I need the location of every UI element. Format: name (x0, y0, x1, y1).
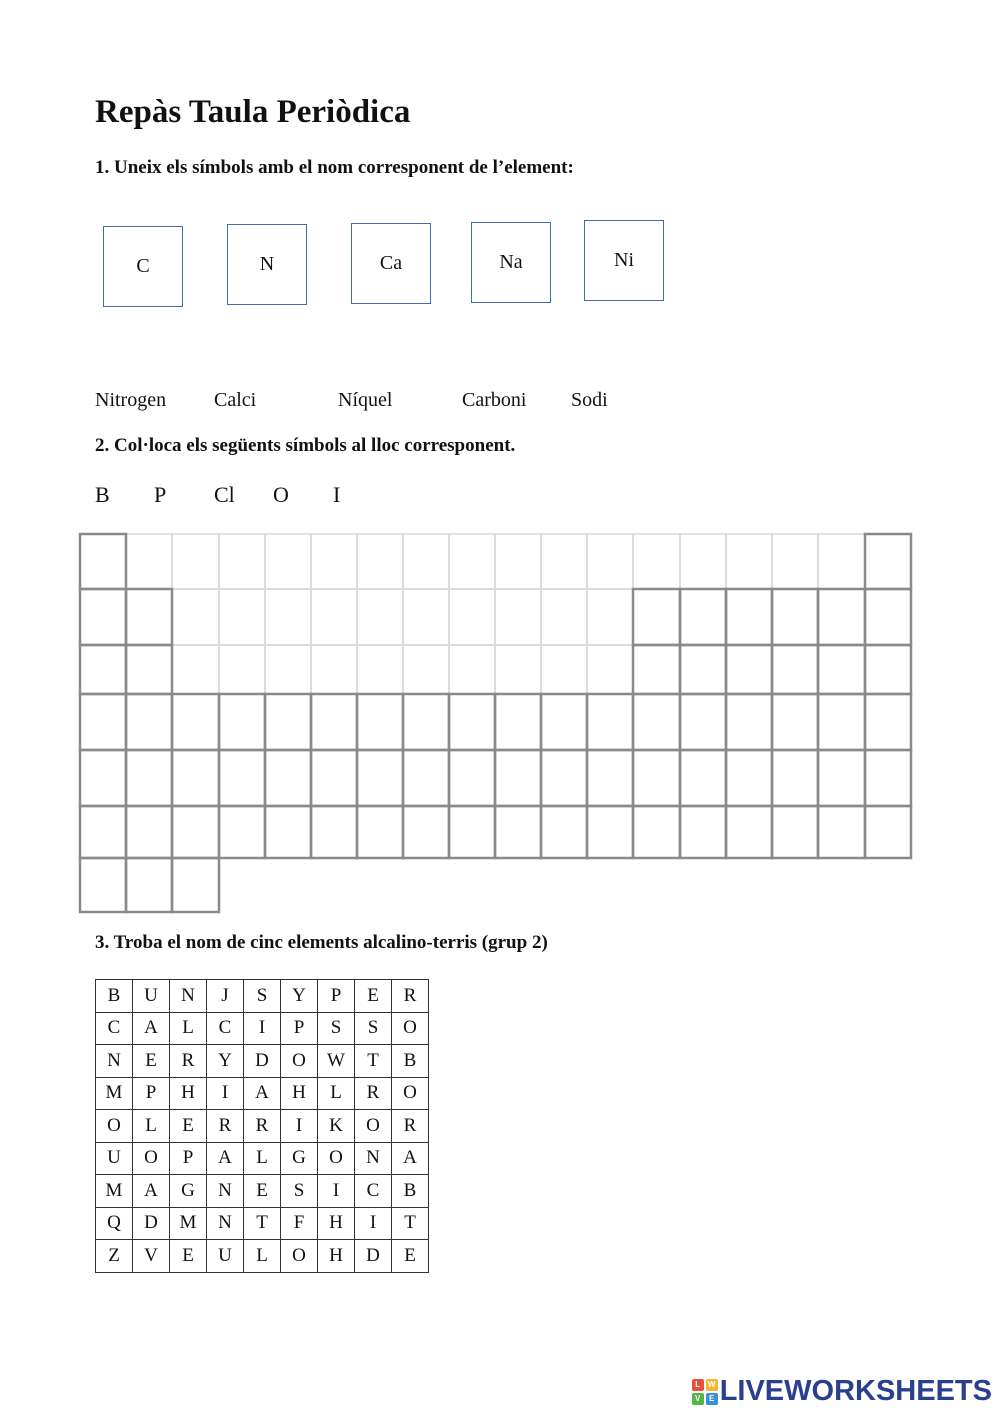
word-search-cell[interactable]: E (244, 1175, 281, 1208)
word-search-cell[interactable]: L (318, 1077, 355, 1110)
periodic-table-ghost-line (587, 645, 633, 694)
word-search-cell[interactable]: S (244, 980, 281, 1013)
periodic-table-cell[interactable] (726, 750, 772, 806)
periodic-table-cell[interactable] (126, 589, 172, 645)
periodic-table-ghost-line (219, 534, 265, 589)
word-search-cell[interactable]: C (207, 1012, 244, 1045)
word-search-row (96, 1175, 429, 1208)
periodic-table-cell[interactable] (126, 750, 172, 806)
periodic-table-ghost-line (633, 534, 680, 589)
word-search-cell[interactable]: H (170, 1077, 207, 1110)
periodic-table-cell[interactable] (80, 750, 126, 806)
periodic-table-cell[interactable] (541, 750, 587, 806)
periodic-table-cell[interactable] (265, 694, 311, 750)
word-search-cell[interactable]: P (281, 1012, 318, 1045)
periodic-table-cell[interactable] (80, 534, 126, 589)
periodic-table-cell[interactable] (126, 858, 172, 912)
symbol-box-5[interactable]: Ni (584, 220, 664, 301)
periodic-table-cell[interactable] (80, 645, 126, 694)
word-search-cell[interactable]: N (170, 980, 207, 1013)
word-search-cell[interactable]: Y (207, 1045, 244, 1078)
periodic-table-ghost-line (403, 589, 449, 645)
periodic-table-cell[interactable] (357, 694, 403, 750)
word-search-cell[interactable]: V (133, 1240, 170, 1273)
periodic-table-cell[interactable] (265, 750, 311, 806)
element-name-4[interactable]: Carboni (462, 389, 527, 411)
word-search-cell[interactable]: R (392, 1110, 429, 1143)
periodic-table-cell[interactable] (495, 806, 541, 858)
word-search-cell[interactable]: U (207, 1240, 244, 1273)
periodic-table-cell[interactable] (772, 694, 818, 750)
periodic-table-cell[interactable] (726, 694, 772, 750)
periodic-table-ghost-line (265, 589, 311, 645)
word-search-cell[interactable]: D (244, 1045, 281, 1078)
word-search-cell[interactable]: L (244, 1142, 281, 1175)
periodic-table-cell[interactable] (633, 645, 680, 694)
word-search-cell[interactable]: N (355, 1142, 392, 1175)
periodic-table-cell[interactable] (311, 750, 357, 806)
periodic-table-cell[interactable] (126, 806, 172, 858)
periodic-table-cell[interactable] (403, 806, 449, 858)
periodic-table-ghost-line (172, 645, 219, 694)
periodic-table-ghost-line (449, 589, 495, 645)
periodic-table-ghost-line (495, 534, 541, 589)
periodic-table-ghost-line (541, 589, 587, 645)
word-search-cell[interactable]: L (244, 1240, 281, 1273)
periodic-table-cell[interactable] (403, 750, 449, 806)
periodic-table-cell[interactable] (80, 589, 126, 645)
word-search-cell[interactable]: W (318, 1045, 355, 1078)
periodic-table-ghost-line (403, 645, 449, 694)
word-search-cell[interactable]: B (96, 980, 133, 1013)
draggable-symbol-3[interactable]: Cl (214, 482, 235, 507)
word-search-cell[interactable]: P (133, 1077, 170, 1110)
word-search-cell[interactable]: K (318, 1110, 355, 1143)
periodic-table-cell[interactable] (772, 750, 818, 806)
word-search-cell[interactable]: M (96, 1077, 133, 1110)
periodic-table-cell[interactable] (818, 806, 865, 858)
word-search-cell[interactable]: O (281, 1045, 318, 1078)
word-search-cell[interactable]: S (318, 1012, 355, 1045)
periodic-table-cell[interactable] (726, 589, 772, 645)
word-search-cell[interactable]: Y (281, 980, 318, 1013)
periodic-table-cell[interactable] (772, 806, 818, 858)
word-search-cell[interactable]: O (133, 1142, 170, 1175)
draggable-symbol-1[interactable]: B (95, 482, 110, 507)
logo-text: LIVEWORKSHEETS (719, 1375, 992, 1407)
draggable-symbol-5[interactable]: I (333, 482, 341, 507)
word-search-cell[interactable]: M (96, 1175, 133, 1208)
word-search-cell[interactable]: R (207, 1110, 244, 1143)
periodic-table-cell[interactable] (865, 645, 911, 694)
word-search-cell[interactable]: O (96, 1110, 133, 1143)
periodic-table-cell[interactable] (219, 750, 265, 806)
word-search-cell[interactable]: D (133, 1207, 170, 1240)
word-search-cell[interactable]: D (355, 1240, 392, 1273)
periodic-table-ghost-line (541, 534, 587, 589)
periodic-table-ghost-line (265, 534, 311, 589)
periodic-table-cell[interactable] (311, 806, 357, 858)
periodic-table-ghost-line (680, 534, 726, 589)
periodic-table-grid (75, 528, 925, 918)
word-search-cell[interactable]: R (392, 980, 429, 1013)
word-search-cell[interactable]: J (207, 980, 244, 1013)
periodic-table-cell[interactable] (449, 750, 495, 806)
periodic-table-cell[interactable] (449, 806, 495, 858)
word-search-cell[interactable]: S (281, 1175, 318, 1208)
periodic-table-cell[interactable] (633, 750, 680, 806)
periodic-table-cell[interactable] (587, 750, 633, 806)
word-search-cell[interactable]: A (392, 1142, 429, 1175)
word-search-cell[interactable]: U (133, 980, 170, 1013)
word-search-cell[interactable]: N (96, 1045, 133, 1078)
periodic-table-cell[interactable] (818, 750, 865, 806)
word-search-cell[interactable]: R (170, 1045, 207, 1078)
word-search-row (96, 1240, 429, 1273)
periodic-table-ghost-line (449, 534, 495, 589)
periodic-table-cell[interactable] (633, 694, 680, 750)
symbol-box-1[interactable]: C (103, 226, 183, 307)
periodic-table-cell[interactable] (172, 858, 219, 912)
draggable-symbol-2[interactable]: P (154, 482, 167, 507)
periodic-table-cell[interactable] (865, 534, 911, 589)
logo-mark-tile: E (706, 1393, 718, 1405)
word-search-cell[interactable]: B (392, 1045, 429, 1078)
word-search-row (96, 1077, 429, 1110)
word-search-cell[interactable]: T (392, 1207, 429, 1240)
word-search-row (96, 980, 429, 1013)
periodic-table-cell[interactable] (219, 694, 265, 750)
word-search-cell[interactable]: H (318, 1240, 355, 1273)
page-title: Repàs Taula Periòdica (95, 94, 411, 130)
word-search-cell[interactable]: A (133, 1175, 170, 1208)
periodic-table-cell[interactable] (541, 806, 587, 858)
periodic-table-ghost-line (311, 645, 357, 694)
symbol-box-4[interactable]: Na (471, 222, 551, 303)
periodic-table-cell[interactable] (633, 589, 680, 645)
word-search-cell[interactable]: Q (96, 1207, 133, 1240)
periodic-table-ghost-line (495, 589, 541, 645)
periodic-table-cell[interactable] (126, 694, 172, 750)
periodic-table-cell[interactable] (818, 694, 865, 750)
word-search-row (96, 1207, 429, 1240)
periodic-table-cell[interactable] (865, 806, 911, 858)
periodic-table-cell[interactable] (357, 806, 403, 858)
periodic-table-ghost-line (126, 534, 172, 589)
periodic-table-ghost-line (219, 589, 265, 645)
word-search-cell[interactable]: P (318, 980, 355, 1013)
periodic-table-cell[interactable] (818, 645, 865, 694)
periodic-table-cell[interactable] (587, 806, 633, 858)
periodic-table-ghost-line (587, 589, 633, 645)
word-search-cell[interactable]: A (207, 1142, 244, 1175)
word-search-cell[interactable]: N (207, 1175, 244, 1208)
word-search-cell[interactable]: C (355, 1175, 392, 1208)
element-name-2[interactable]: Calci (214, 389, 257, 411)
word-search-cell[interactable]: I (318, 1175, 355, 1208)
word-search-cell[interactable]: I (244, 1012, 281, 1045)
word-search-cell[interactable]: G (170, 1175, 207, 1208)
periodic-table-cell[interactable] (726, 645, 772, 694)
word-search-cell[interactable]: E (170, 1110, 207, 1143)
periodic-table-cell[interactable] (772, 589, 818, 645)
word-search-cell[interactable]: O (355, 1110, 392, 1143)
periodic-table-ghost-line (265, 645, 311, 694)
word-search-cell[interactable]: H (318, 1207, 355, 1240)
symbol-box-3[interactable]: Ca (351, 223, 431, 304)
word-search-cell[interactable]: R (355, 1077, 392, 1110)
word-search-cell[interactable]: N (207, 1207, 244, 1240)
word-search-cell[interactable]: G (281, 1142, 318, 1175)
element-name-3[interactable]: Níquel (338, 389, 393, 411)
periodic-table-ghost-line (541, 645, 587, 694)
periodic-table-cell[interactable] (865, 589, 911, 645)
periodic-table-cell[interactable] (865, 694, 911, 750)
word-search-cell[interactable]: O (318, 1142, 355, 1175)
word-search-cell[interactable]: L (170, 1012, 207, 1045)
periodic-table-cell[interactable] (495, 694, 541, 750)
word-search-cell[interactable]: A (133, 1012, 170, 1045)
symbol-box-2[interactable]: N (227, 224, 307, 305)
logo-mark-tile: V (692, 1393, 704, 1405)
word-search-cell[interactable]: F (281, 1207, 318, 1240)
periodic-table-cell[interactable] (172, 806, 219, 858)
draggable-symbol-4[interactable]: O (273, 482, 289, 507)
word-search-cell[interactable]: I (355, 1207, 392, 1240)
word-search-cell[interactable]: O (281, 1240, 318, 1273)
question-1-prompt: 1. Uneix els símbols amb el nom corresponent de l’element: (95, 157, 574, 178)
periodic-table-cell[interactable] (403, 694, 449, 750)
word-search-row (96, 1012, 429, 1045)
word-search-cell[interactable]: R (244, 1110, 281, 1143)
word-search-grid[interactable] (95, 979, 429, 1273)
question-2-prompt: 2. Col·loca els següents símbols al lloc corresponent. (95, 435, 516, 456)
periodic-table-ghost-line (449, 645, 495, 694)
periodic-table-cell[interactable] (449, 694, 495, 750)
periodic-table-ghost-line (818, 534, 865, 589)
periodic-table-ghost-line (357, 589, 403, 645)
word-search-cell[interactable]: P (170, 1142, 207, 1175)
word-search-cell[interactable]: O (392, 1077, 429, 1110)
periodic-table-ghost-line (495, 645, 541, 694)
word-search-cell[interactable]: T (355, 1045, 392, 1078)
periodic-table-cell[interactable] (357, 750, 403, 806)
periodic-table-ghost-line (403, 534, 449, 589)
periodic-table-cell[interactable] (680, 806, 726, 858)
word-search-cell[interactable]: I (281, 1110, 318, 1143)
periodic-table-cell[interactable] (680, 589, 726, 645)
word-search-cell[interactable]: T (244, 1207, 281, 1240)
periodic-table-ghost-line (172, 589, 219, 645)
periodic-table-cell[interactable] (772, 645, 818, 694)
logo-mark-icon (692, 1379, 718, 1405)
periodic-table-cell[interactable] (80, 806, 126, 858)
word-search-cell[interactable]: I (207, 1077, 244, 1110)
periodic-table-cell[interactable] (818, 589, 865, 645)
word-search-cell[interactable]: E (392, 1240, 429, 1273)
periodic-table-cell[interactable] (680, 645, 726, 694)
element-name-1[interactable]: Nitrogen (95, 389, 167, 411)
logo-mark-tile: L (692, 1379, 704, 1391)
word-search-cell[interactable]: M (170, 1207, 207, 1240)
word-search-cell[interactable]: O (392, 1012, 429, 1045)
word-search-cell[interactable]: E (170, 1240, 207, 1273)
word-search-cell[interactable]: A (244, 1077, 281, 1110)
periodic-table-cell[interactable] (587, 694, 633, 750)
word-search-cell[interactable]: C (96, 1012, 133, 1045)
periodic-table-cell[interactable] (541, 694, 587, 750)
word-search-cell[interactable]: U (96, 1142, 133, 1175)
periodic-table-cell[interactable] (219, 806, 265, 858)
periodic-table-ghost-line (311, 534, 357, 589)
periodic-table-cell[interactable] (726, 806, 772, 858)
periodic-table-ghost-line (726, 534, 772, 589)
periodic-table-ghost-line (219, 645, 265, 694)
word-search-cell[interactable]: E (133, 1045, 170, 1078)
word-search-row (96, 1110, 429, 1143)
word-search-cell[interactable]: L (133, 1110, 170, 1143)
periodic-table-cell[interactable] (265, 806, 311, 858)
periodic-table-ghost-line (772, 534, 818, 589)
periodic-table-cell[interactable] (172, 694, 219, 750)
liveworksheets-logo (692, 1375, 992, 1408)
word-search-cell[interactable]: B (392, 1175, 429, 1208)
periodic-table-ghost-line (172, 534, 219, 589)
periodic-table-cell[interactable] (126, 645, 172, 694)
word-search-row (96, 1045, 429, 1078)
periodic-table-cell[interactable] (680, 750, 726, 806)
word-search-cell[interactable]: H (281, 1077, 318, 1110)
periodic-table-cell[interactable] (172, 750, 219, 806)
question-3-prompt: 3. Troba el nom de cinc elements alcalino-terris (grup 2) (95, 932, 548, 953)
periodic-table-cell[interactable] (80, 858, 126, 912)
periodic-table-cell[interactable] (633, 806, 680, 858)
periodic-table-cell[interactable] (680, 694, 726, 750)
periodic-table-ghost-line (357, 534, 403, 589)
periodic-table-cell[interactable] (865, 750, 911, 806)
word-search-cell[interactable]: Z (96, 1240, 133, 1273)
word-search-cell[interactable]: E (355, 980, 392, 1013)
periodic-table-cell[interactable] (80, 694, 126, 750)
word-search-cell[interactable]: S (355, 1012, 392, 1045)
periodic-table-ghost-line (357, 645, 403, 694)
periodic-table-cell[interactable] (311, 694, 357, 750)
word-search-row (96, 1142, 429, 1175)
periodic-table-cell[interactable] (495, 750, 541, 806)
periodic-table-ghost-line (587, 534, 633, 589)
periodic-table-ghost-line (311, 589, 357, 645)
element-name-5[interactable]: Sodi (571, 389, 608, 411)
logo-mark-tile: W (706, 1379, 718, 1391)
